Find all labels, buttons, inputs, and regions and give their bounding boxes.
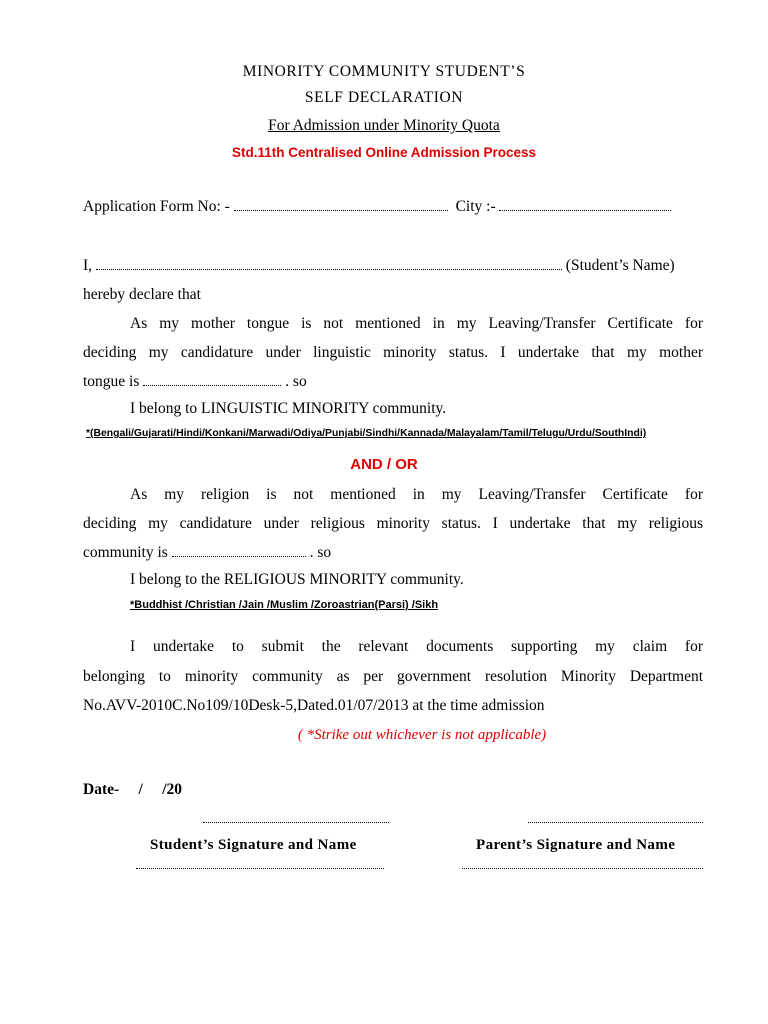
student-name-hint: (Student’s Name) [565, 257, 675, 274]
i-label: I, [83, 257, 93, 274]
linguistic-line1: As my mother tongue is not mentioned in my Leaving/Transfer Certificate for [130, 315, 703, 332]
religious-options: *Buddhist /Christian /Jain /Muslim /Zoroastrian(Parsi) /Sikh [130, 599, 439, 611]
student-signature-label: Student’s Signature and Name [150, 837, 357, 853]
application-number-blank[interactable] [234, 210, 448, 211]
strike-note: ( *Strike out whichever is not applicable) [297, 727, 547, 743]
parent-signature-line-top [528, 822, 703, 823]
form-subtitle: Std.11th Centralised Online Admission Process [231, 145, 537, 160]
religion-suffix: . so [309, 544, 332, 561]
religious-belong: I belong to the RELIGIOUS MINORITY community. [130, 571, 464, 588]
religion-label: community is [83, 544, 168, 561]
mother-tongue-blank[interactable] [143, 385, 281, 386]
linguistic-options: *(Bengali/Gujarati/Hindi/Konkani/Marwadi/Odiya/Punjabi/Sindhi/Kannada/Malayalam/Tamil/Telugu/Urdu/SouthIndi) [86, 428, 647, 439]
religious-line2: deciding my candidature under religious minority status. I undertake that my religious [83, 515, 703, 532]
student-name-blank[interactable] [96, 269, 562, 270]
mother-tongue-label: tongue is [83, 373, 140, 390]
undertake-line2: belonging to minority community as per government resolution Minority Department [83, 668, 703, 685]
date-field[interactable]: Date- / /20 [83, 781, 183, 798]
application-row [83, 198, 671, 216]
form-title-line3: For Admission under Minority Quota [268, 117, 500, 134]
parent-signature-label: Parent’s Signature and Name [476, 837, 676, 853]
linguistic-belong: I belong to LINGUISTIC MINORITY community. [130, 400, 447, 417]
religious-line1: As my religion is not mentioned in my Leaving/Transfer Certificate for [130, 486, 703, 503]
application-label: Application Form No: - [83, 198, 230, 215]
religion-blank[interactable] [172, 556, 306, 557]
form-title-line2: SELF DECLARATION [304, 89, 464, 106]
undertake-line1: I undertake to submit the relevant documents supporting my claim for [130, 638, 703, 655]
undertake-line3: No.AVV-2010C.No109/10Desk-5,Dated.01/07/2013 at the time admission [83, 697, 545, 714]
city-blank[interactable] [499, 210, 671, 211]
form-title-line1: MINORITY COMMUNITY STUDENT’S [242, 63, 526, 80]
religion-row [83, 544, 331, 562]
linguistic-line2: deciding my candidature under linguistic minority status. I undertake that my mother [83, 344, 703, 361]
parent-signature-line[interactable] [462, 868, 703, 869]
mother-tongue-suffix: . so [285, 373, 307, 390]
declare-text: hereby declare that [83, 286, 201, 303]
student-signature-line-top [203, 822, 389, 823]
student-name-row [83, 257, 675, 275]
mother-tongue-row [83, 373, 307, 391]
city-label: City :- [455, 198, 496, 215]
student-signature-line[interactable] [136, 868, 384, 869]
and-or-separator: AND / OR [350, 456, 418, 473]
